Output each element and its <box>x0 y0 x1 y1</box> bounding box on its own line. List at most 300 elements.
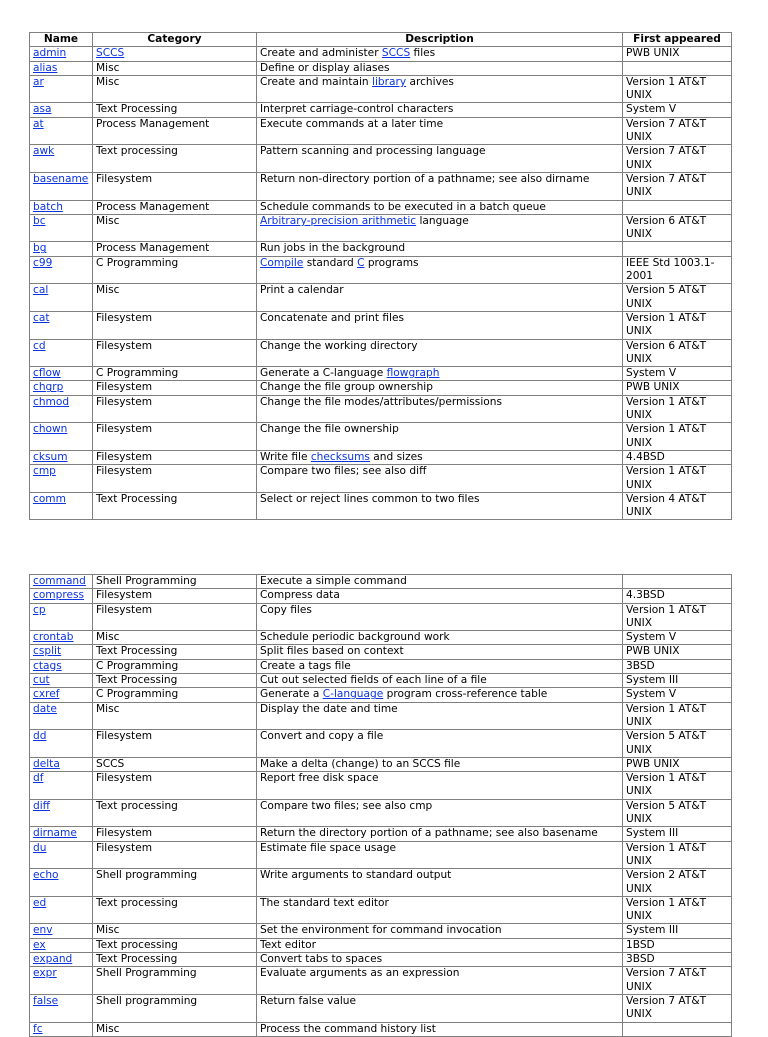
table-row <box>30 799 732 827</box>
command-link[interactable]: chgrp <box>33 381 64 394</box>
first-appeared-cell: PWB UNIX <box>623 757 732 771</box>
table-row <box>30 702 732 730</box>
table-row <box>30 772 732 800</box>
table-row <box>30 994 732 1022</box>
command-link[interactable]: ar <box>33 75 44 88</box>
first-appeared-cell: IEEE Std 1003.1-2001 <box>623 256 732 284</box>
first-appeared-cell: Version 4 AT&T UNIX <box>623 492 732 520</box>
inline-text: Text Processing <box>96 103 178 116</box>
command-link[interactable]: cal <box>33 284 49 297</box>
command-name-cell <box>30 841 93 869</box>
table-row <box>30 645 732 659</box>
description-cell <box>257 145 623 173</box>
first-appeared-cell: 1BSD <box>623 938 732 952</box>
inline-text: SCCS <box>96 757 125 770</box>
inline-text: Text Processing <box>96 645 178 658</box>
command-link[interactable]: echo <box>33 869 59 882</box>
inline-text: Filesystem <box>96 827 153 840</box>
category-cell <box>93 381 257 395</box>
table-row <box>30 200 732 214</box>
command-link[interactable]: cksum <box>33 450 68 463</box>
description-cell <box>257 603 623 631</box>
command-name-cell <box>30 75 93 103</box>
table-row <box>30 367 732 381</box>
category-cell <box>93 117 257 145</box>
command-link[interactable]: at <box>33 117 44 130</box>
inline-text: Misc <box>96 61 120 74</box>
header-category: Category <box>93 33 257 47</box>
category-cell <box>93 953 257 967</box>
first-appeared-cell: System V <box>623 688 732 702</box>
command-name-cell <box>30 827 93 841</box>
category-cell <box>93 423 257 451</box>
inline-text: Schedule periodic background work <box>260 631 450 644</box>
inline-text: Text processing <box>96 896 178 909</box>
inline-text: Filesystem <box>96 423 153 436</box>
first-appeared-cell: Version 7 AT&T UNIX <box>623 994 732 1022</box>
description-cell <box>257 688 623 702</box>
command-name-cell <box>30 47 93 61</box>
description-cell <box>257 339 623 367</box>
command-link[interactable]: cmp <box>33 465 56 478</box>
first-appeared-cell: 4.3BSD <box>623 589 732 603</box>
category-cell <box>93 465 257 493</box>
first-appeared-cell: Version 1 AT&T UNIX <box>623 465 732 493</box>
description-cell <box>257 869 623 897</box>
command-name-cell <box>30 1022 93 1036</box>
table-row <box>30 145 732 173</box>
inline-text: Misc <box>96 924 120 937</box>
inline-text: archives <box>406 75 454 88</box>
inline-text: Filesystem <box>96 730 153 743</box>
category-cell <box>93 47 257 61</box>
command-name-cell <box>30 631 93 645</box>
table-row <box>30 631 732 645</box>
first-appeared-cell: Version 1 AT&T UNIX <box>623 423 732 451</box>
table-row <box>30 492 732 520</box>
inline-link[interactable]: library <box>372 75 407 88</box>
description-cell <box>257 117 623 145</box>
table-row <box>30 953 732 967</box>
table-row <box>30 841 732 869</box>
description-cell <box>257 284 623 312</box>
first-appeared-cell: Version 5 AT&T UNIX <box>623 284 732 312</box>
command-name-cell <box>30 674 93 688</box>
inline-text: Misc <box>96 75 120 88</box>
table-row <box>30 674 732 688</box>
description-cell <box>257 381 623 395</box>
command-link[interactable]: admin <box>33 47 67 60</box>
command-name-cell <box>30 200 93 214</box>
inline-text: Return non-directory portion of a pathname; see also dirname <box>260 172 590 185</box>
first-appeared-cell: Version 1 AT&T UNIX <box>623 395 732 423</box>
command-name-cell <box>30 145 93 173</box>
first-appeared-cell: Version 1 AT&T UNIX <box>623 841 732 869</box>
command-link[interactable]: df <box>33 772 44 785</box>
command-link[interactable]: cflow <box>33 367 61 380</box>
category-cell <box>93 659 257 673</box>
command-name-cell <box>30 423 93 451</box>
description-cell <box>257 200 623 214</box>
header-description: Description <box>257 33 623 47</box>
category-cell <box>93 339 257 367</box>
table-row <box>30 256 732 284</box>
command-name-cell <box>30 575 93 589</box>
first-appeared-cell: Version 5 AT&T UNIX <box>623 730 732 758</box>
command-name-cell <box>30 61 93 75</box>
command-link[interactable]: fc <box>33 1022 43 1035</box>
inline-text: Misc <box>96 214 120 227</box>
command-name-cell <box>30 924 93 938</box>
inline-text: Compress data <box>260 589 340 602</box>
command-link[interactable]: cd <box>33 339 46 352</box>
category-cell <box>93 450 257 464</box>
first-appeared-cell: Version 1 AT&T UNIX <box>623 896 732 924</box>
table-row <box>30 47 732 61</box>
category-cell <box>93 256 257 284</box>
table-row <box>30 117 732 145</box>
description-cell <box>257 827 623 841</box>
inline-text: Change the file ownership <box>260 423 399 436</box>
category-cell <box>93 869 257 897</box>
inline-text: Return false value <box>260 994 357 1007</box>
command-link[interactable]: cut <box>33 674 50 687</box>
command-name-cell <box>30 994 93 1022</box>
description-cell <box>257 674 623 688</box>
category-cell <box>93 1022 257 1036</box>
inline-link[interactable]: checksums <box>310 450 370 463</box>
inline-text: program cross-reference table <box>383 688 548 701</box>
command-link[interactable]: ctags <box>33 659 62 672</box>
command-link[interactable]: batch <box>33 200 63 213</box>
description-cell <box>257 953 623 967</box>
command-link[interactable]: expr <box>33 967 57 980</box>
command-link[interactable]: diff <box>33 799 50 812</box>
inline-text: Shell Programming <box>96 575 197 587</box>
table-row <box>30 284 732 312</box>
table-row <box>30 589 732 603</box>
command-link[interactable]: false <box>33 994 59 1007</box>
command-link[interactable]: dd <box>33 730 47 743</box>
inline-text: Evaluate arguments as an expression <box>260 967 460 980</box>
inline-text: Change the working directory <box>260 339 418 352</box>
category-cell <box>93 924 257 938</box>
table-row <box>30 827 732 841</box>
inline-text: Misc <box>96 1022 120 1035</box>
table-row <box>30 311 732 339</box>
category-cell <box>93 967 257 995</box>
command-name-cell <box>30 799 93 827</box>
inline-text: Text editor <box>260 938 316 951</box>
first-appeared-cell: System V <box>623 631 732 645</box>
command-name-cell <box>30 967 93 995</box>
command-link[interactable]: bg <box>33 242 47 255</box>
inline-text: language <box>416 214 469 227</box>
command-name-cell <box>30 339 93 367</box>
command-link[interactable]: ex <box>33 938 46 951</box>
table-row <box>30 659 732 673</box>
command-name-cell <box>30 772 93 800</box>
inline-text: Estimate file space usage <box>260 841 397 854</box>
description-cell <box>257 967 623 995</box>
inline-text: Interpret carriage-control characters <box>260 103 454 116</box>
command-link[interactable]: basename <box>33 172 89 185</box>
command-name-cell <box>30 702 93 730</box>
category-cell <box>93 603 257 631</box>
inline-text: Return the directory portion of a pathname; see also basename <box>260 827 598 840</box>
command-name-cell <box>30 256 93 284</box>
inline-text: standard <box>303 256 358 269</box>
inline-text: Shell Programming <box>96 967 197 980</box>
inline-text: C Programming <box>96 256 179 269</box>
first-appeared-cell: Version 1 AT&T UNIX <box>623 311 732 339</box>
header-first-appeared: First appeared <box>623 33 732 47</box>
category-cell <box>93 688 257 702</box>
category-cell <box>93 492 257 520</box>
command-name-cell <box>30 688 93 702</box>
command-name-cell <box>30 103 93 117</box>
command-link[interactable]: bc <box>33 214 46 227</box>
first-appeared-cell <box>623 61 732 75</box>
inline-text: Filesystem <box>96 841 153 854</box>
inline-text: Compare two files; see also diff <box>260 465 427 478</box>
inline-text: Concatenate and print files <box>260 311 405 324</box>
inline-text: Execute a simple command <box>260 575 407 587</box>
inline-text: Create a tags file <box>260 659 351 672</box>
inline-text: Print a calendar <box>260 284 344 297</box>
command-link[interactable]: crontab <box>33 631 74 644</box>
inline-text: Text processing <box>96 145 178 158</box>
first-appeared-cell: Version 6 AT&T UNIX <box>623 339 732 367</box>
first-appeared-cell: System III <box>623 924 732 938</box>
category-cell <box>93 103 257 117</box>
command-link[interactable]: c99 <box>33 256 53 269</box>
category-cell <box>93 284 257 312</box>
inline-link[interactable]: Arbitrary-precision arithmetic <box>260 214 417 227</box>
inline-text: Text Processing <box>96 953 178 966</box>
command-name-cell <box>30 938 93 952</box>
first-appeared-cell: 4.4BSD <box>623 450 732 464</box>
inline-text: Define or display aliases <box>260 61 390 74</box>
category-cell <box>93 772 257 800</box>
table-row <box>30 603 732 631</box>
description-cell <box>257 938 623 952</box>
table-row <box>30 967 732 995</box>
first-appeared-cell: PWB UNIX <box>623 381 732 395</box>
command-name-cell <box>30 284 93 312</box>
command-link[interactable]: ed <box>33 896 47 909</box>
category-cell <box>93 757 257 771</box>
description-cell <box>257 450 623 464</box>
description-cell <box>257 256 623 284</box>
command-name-cell <box>30 242 93 256</box>
table-row <box>30 75 732 103</box>
description-cell <box>257 242 623 256</box>
command-name-cell <box>30 214 93 242</box>
inline-text: Filesystem <box>96 395 153 408</box>
command-link[interactable]: date <box>33 702 57 715</box>
category-cell <box>93 214 257 242</box>
inline-text: C Programming <box>96 367 179 380</box>
command-link[interactable]: chown <box>33 423 68 436</box>
command-name-cell <box>30 896 93 924</box>
command-name-cell <box>30 589 93 603</box>
table-row <box>30 61 732 75</box>
command-link[interactable]: env <box>33 924 53 937</box>
category-cell <box>93 702 257 730</box>
description-cell <box>257 311 623 339</box>
table-row <box>30 938 732 952</box>
category-cell <box>93 896 257 924</box>
command-link[interactable]: csplit <box>33 645 62 658</box>
inline-text: Filesystem <box>96 450 153 463</box>
first-appeared-cell: Version 7 AT&T UNIX <box>623 145 732 173</box>
description-cell <box>257 1022 623 1036</box>
first-appeared-cell: Version 1 AT&T UNIX <box>623 772 732 800</box>
inline-link[interactable]: Compile <box>260 256 304 269</box>
category-cell <box>93 841 257 869</box>
header-row <box>30 33 732 47</box>
category-cell <box>93 367 257 381</box>
category-cell <box>93 645 257 659</box>
command-name-cell <box>30 395 93 423</box>
commands-table-2 <box>29 574 732 1037</box>
inline-text: Convert tabs to spaces <box>260 953 383 966</box>
inline-text: Change the file modes/attributes/permissions <box>260 395 502 408</box>
description-cell <box>257 757 623 771</box>
command-link[interactable]: chmod <box>33 395 70 408</box>
description-cell <box>257 103 623 117</box>
inline-text: Write file <box>260 450 311 463</box>
description-cell <box>257 47 623 61</box>
inline-text: Create and maintain <box>260 75 373 88</box>
first-appeared-cell: Version 6 AT&T UNIX <box>623 214 732 242</box>
inline-link[interactable]: C <box>357 256 365 269</box>
description-cell <box>257 772 623 800</box>
inline-link[interactable]: flowgraph <box>386 367 440 380</box>
command-name-cell <box>30 381 93 395</box>
category-cell <box>93 75 257 103</box>
command-link[interactable]: delta <box>33 757 60 770</box>
description-cell <box>257 799 623 827</box>
inline-text: Run jobs in the background <box>260 242 406 255</box>
first-appeared-cell: PWB UNIX <box>623 645 732 659</box>
inline-text: Convert and copy a file <box>260 730 384 743</box>
inline-text: files <box>410 47 436 60</box>
command-name-cell <box>30 450 93 464</box>
category-cell <box>93 799 257 827</box>
category-cell <box>93 938 257 952</box>
command-name-cell <box>30 953 93 967</box>
description-cell <box>257 841 623 869</box>
category-cell <box>93 994 257 1022</box>
command-link[interactable]: cat <box>33 311 50 324</box>
description-cell <box>257 702 623 730</box>
inline-text: Schedule commands to be executed in a batch queue <box>260 200 546 213</box>
table-row <box>30 575 732 589</box>
inline-text: Process Management <box>96 200 210 213</box>
command-link[interactable]: alias <box>33 61 58 74</box>
description-cell <box>257 367 623 381</box>
first-appeared-cell: Version 5 AT&T UNIX <box>623 799 732 827</box>
first-appeared-cell: System V <box>623 367 732 381</box>
description-cell <box>257 492 623 520</box>
description-cell <box>257 172 623 200</box>
category-cell <box>93 172 257 200</box>
first-appeared-cell: Version 1 AT&T UNIX <box>623 75 732 103</box>
description-cell <box>257 589 623 603</box>
command-name-cell <box>30 311 93 339</box>
category-cell <box>93 200 257 214</box>
inline-text: Filesystem <box>96 381 153 394</box>
command-name-cell <box>30 603 93 631</box>
command-name-cell <box>30 492 93 520</box>
inline-link[interactable]: C-language <box>322 688 384 701</box>
command-link[interactable]: cp <box>33 603 46 616</box>
description-cell <box>257 465 623 493</box>
inline-text: Pattern scanning and processing language <box>260 145 486 158</box>
command-link[interactable]: cxref <box>33 688 60 701</box>
command-link[interactable]: du <box>33 841 47 854</box>
category-cell <box>93 395 257 423</box>
inline-text: Misc <box>96 284 120 297</box>
command-link[interactable]: dirname <box>33 827 77 840</box>
first-appeared-cell: Version 2 AT&T UNIX <box>623 869 732 897</box>
inline-text: Misc <box>96 702 120 715</box>
category-cell <box>93 145 257 173</box>
inline-link[interactable]: SCCS <box>381 47 411 60</box>
command-link[interactable]: command <box>33 575 86 587</box>
inline-text: C Programming <box>96 659 179 672</box>
inline-text: Process the command history list <box>260 1022 436 1035</box>
inline-text: Split files based on context <box>260 645 404 658</box>
command-link[interactable]: comm <box>33 492 66 505</box>
category-cell <box>93 311 257 339</box>
description-cell <box>257 75 623 103</box>
table-row <box>30 395 732 423</box>
description-cell <box>257 631 623 645</box>
table-row <box>30 381 732 395</box>
command-link[interactable]: asa <box>33 103 52 116</box>
table-row <box>30 924 732 938</box>
description-cell <box>257 924 623 938</box>
first-appeared-cell: Version 7 AT&T UNIX <box>623 967 732 995</box>
inline-text: Set the environment for command invocation <box>260 924 502 937</box>
inline-text: Shell programming <box>96 869 198 882</box>
description-cell <box>257 645 623 659</box>
category-cell <box>93 61 257 75</box>
command-link[interactable]: expand <box>33 953 73 966</box>
first-appeared-cell: Version 1 AT&T UNIX <box>623 603 732 631</box>
inline-text: Select or reject lines common to two files <box>260 492 480 505</box>
first-appeared-cell: Version 1 AT&T UNIX <box>623 702 732 730</box>
table-row <box>30 339 732 367</box>
description-cell <box>257 730 623 758</box>
command-link[interactable]: awk <box>33 145 55 158</box>
category-cell <box>93 827 257 841</box>
inline-link[interactable]: SCCS <box>96 47 125 60</box>
inline-text: Misc <box>96 631 120 644</box>
command-name-cell <box>30 172 93 200</box>
first-appeared-cell <box>623 575 732 589</box>
inline-text: Process Management <box>96 117 210 130</box>
category-cell <box>93 589 257 603</box>
inline-text: Filesystem <box>96 465 153 478</box>
inline-text: Filesystem <box>96 603 153 616</box>
first-appeared-cell <box>623 200 732 214</box>
first-appeared-cell: Version 7 AT&T UNIX <box>623 117 732 145</box>
command-link[interactable]: compress <box>33 589 85 602</box>
